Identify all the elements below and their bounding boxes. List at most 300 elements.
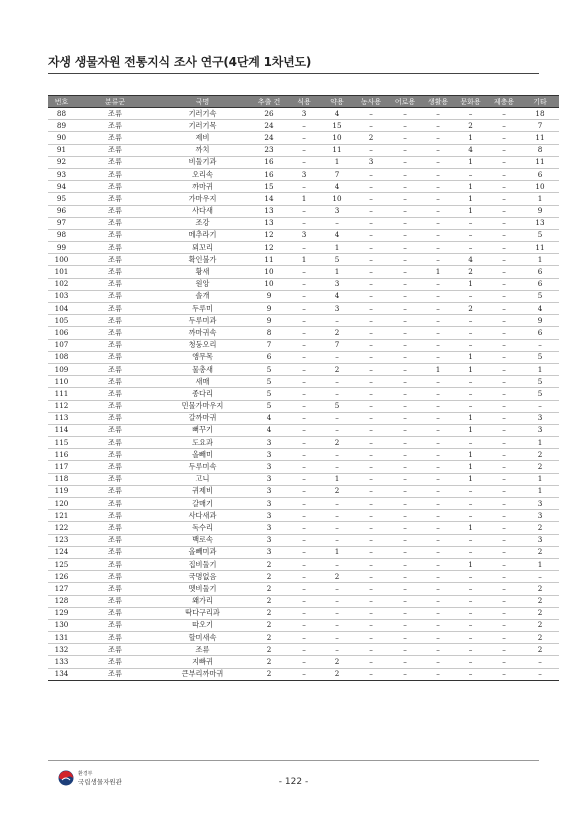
table-cell: – bbox=[454, 583, 487, 595]
table-cell: 1 bbox=[454, 205, 487, 217]
table-cell: – bbox=[422, 351, 454, 363]
table-cell: 사다새 bbox=[155, 205, 250, 217]
table-cell: 1 bbox=[521, 193, 559, 205]
table-cell: – bbox=[487, 437, 521, 449]
table-cell: 1 bbox=[454, 156, 487, 168]
table-cell: – bbox=[388, 363, 422, 375]
table-cell: 8 bbox=[250, 327, 288, 339]
table-cell: 5 bbox=[521, 229, 559, 241]
table-cell: – bbox=[422, 522, 454, 534]
table-cell: – bbox=[487, 156, 521, 168]
table-cell: – bbox=[422, 412, 454, 424]
table-cell: – bbox=[320, 632, 354, 644]
table-cell: 1 bbox=[521, 558, 559, 570]
table-cell: 조류 bbox=[75, 315, 155, 327]
column-header: 식용 bbox=[288, 96, 320, 108]
table-cell: 5 bbox=[250, 400, 288, 412]
table-cell: – bbox=[422, 595, 454, 607]
table-row bbox=[48, 315, 559, 327]
table-cell: 16 bbox=[250, 168, 288, 180]
table-cell: – bbox=[487, 108, 521, 120]
table-cell: – bbox=[288, 546, 320, 558]
table-cell: 2 bbox=[250, 632, 288, 644]
table-cell: 2 bbox=[521, 461, 559, 473]
table-cell: 1 bbox=[521, 485, 559, 497]
table-cell: – bbox=[288, 339, 320, 351]
table-cell: – bbox=[454, 108, 487, 120]
table-cell: – bbox=[320, 522, 354, 534]
table-cell: – bbox=[388, 339, 422, 351]
table-cell: – bbox=[388, 558, 422, 570]
table-cell: 조류 bbox=[75, 144, 155, 156]
table-cell: – bbox=[422, 315, 454, 327]
table-cell: – bbox=[422, 229, 454, 241]
table-row bbox=[48, 290, 559, 302]
table-cell: 12 bbox=[250, 242, 288, 254]
table-cell: – bbox=[288, 632, 320, 644]
table-cell: 비둘기과 bbox=[155, 156, 250, 168]
table-cell: – bbox=[487, 668, 521, 680]
table-cell: 12 bbox=[250, 229, 288, 241]
table-cell: 조류 bbox=[75, 108, 155, 120]
table-cell: – bbox=[487, 461, 521, 473]
table-cell: 6 bbox=[521, 266, 559, 278]
table-cell: 1 bbox=[422, 266, 454, 278]
table-cell: – bbox=[487, 254, 521, 266]
table-cell: – bbox=[354, 424, 388, 436]
table-cell: – bbox=[288, 315, 320, 327]
table-row bbox=[48, 449, 559, 461]
table-cell: 조류 bbox=[75, 132, 155, 144]
table-cell: 4 bbox=[320, 229, 354, 241]
table-cell: – bbox=[354, 327, 388, 339]
table-cell: 조류 bbox=[75, 290, 155, 302]
table-cell: – bbox=[454, 498, 487, 510]
table-cell: – bbox=[288, 656, 320, 668]
table-cell: 3 bbox=[250, 485, 288, 497]
table-cell: 93 bbox=[48, 168, 75, 180]
table-cell: – bbox=[288, 217, 320, 229]
table-cell: – bbox=[320, 376, 354, 388]
table-cell: 2 bbox=[320, 363, 354, 375]
table-cell: – bbox=[354, 217, 388, 229]
table-cell: – bbox=[288, 205, 320, 217]
table-cell: – bbox=[288, 558, 320, 570]
table-cell: – bbox=[422, 242, 454, 254]
table-cell: 2 bbox=[250, 668, 288, 680]
table-cell: 5 bbox=[320, 400, 354, 412]
table-cell: – bbox=[521, 339, 559, 351]
table-row bbox=[48, 619, 559, 631]
table-cell: – bbox=[288, 181, 320, 193]
table-cell: 118 bbox=[48, 473, 75, 485]
table-cell: – bbox=[320, 217, 354, 229]
table-cell: 황새 bbox=[155, 266, 250, 278]
table-cell: – bbox=[422, 168, 454, 180]
table-cell: 3 bbox=[250, 498, 288, 510]
table-cell: – bbox=[487, 424, 521, 436]
table-cell: – bbox=[388, 400, 422, 412]
table-cell: – bbox=[354, 254, 388, 266]
page-number: - 122 - bbox=[278, 777, 309, 787]
table-cell: 백로속 bbox=[155, 534, 250, 546]
table-cell: 2 bbox=[521, 632, 559, 644]
table-cell: 따오기 bbox=[155, 619, 250, 631]
table-cell: – bbox=[487, 351, 521, 363]
table-cell: 올빼미과 bbox=[155, 546, 250, 558]
table-cell: – bbox=[454, 607, 487, 619]
table-cell: – bbox=[454, 656, 487, 668]
data-table bbox=[48, 95, 559, 681]
table-cell: 1 bbox=[320, 266, 354, 278]
table-cell: 115 bbox=[48, 437, 75, 449]
table-cell: 7 bbox=[521, 120, 559, 132]
table-row bbox=[48, 668, 559, 680]
table-cell: 2 bbox=[521, 449, 559, 461]
table-cell: 129 bbox=[48, 607, 75, 619]
table-cell: 114 bbox=[48, 424, 75, 436]
table-cell: 2 bbox=[250, 656, 288, 668]
table-cell: 13 bbox=[250, 217, 288, 229]
table-cell: 조류 bbox=[75, 168, 155, 180]
table-cell: – bbox=[422, 278, 454, 290]
table-cell: 10 bbox=[521, 181, 559, 193]
table-cell: – bbox=[487, 546, 521, 558]
table-cell: – bbox=[487, 181, 521, 193]
table-cell: – bbox=[422, 132, 454, 144]
table-row bbox=[48, 583, 559, 595]
table-cell: – bbox=[454, 595, 487, 607]
table-cell: 3 bbox=[250, 534, 288, 546]
table-row bbox=[48, 534, 559, 546]
table-cell: – bbox=[454, 290, 487, 302]
table-cell: 2 bbox=[354, 132, 388, 144]
table-row bbox=[48, 473, 559, 485]
table-cell: – bbox=[354, 144, 388, 156]
table-cell: 조류 bbox=[75, 254, 155, 266]
column-header: 어로용 bbox=[388, 96, 422, 108]
table-row bbox=[48, 388, 559, 400]
table-cell: 2 bbox=[454, 303, 487, 315]
table-cell: – bbox=[422, 156, 454, 168]
table-cell: – bbox=[422, 217, 454, 229]
table-cell: – bbox=[487, 303, 521, 315]
table-cell: – bbox=[422, 632, 454, 644]
table-cell: – bbox=[454, 339, 487, 351]
table-cell: – bbox=[487, 400, 521, 412]
table-cell: – bbox=[354, 315, 388, 327]
table-cell: 조류 bbox=[75, 437, 155, 449]
table-cell: 까마귀 bbox=[155, 181, 250, 193]
table-cell: – bbox=[354, 120, 388, 132]
table-cell: 107 bbox=[48, 339, 75, 351]
table-cell: – bbox=[354, 376, 388, 388]
table-cell: – bbox=[354, 351, 388, 363]
table-cell: 99 bbox=[48, 242, 75, 254]
table-row bbox=[48, 254, 559, 266]
table-cell: 1 bbox=[521, 254, 559, 266]
table-cell: 5 bbox=[521, 351, 559, 363]
table-cell: – bbox=[454, 534, 487, 546]
table-cell: 109 bbox=[48, 363, 75, 375]
table-cell: – bbox=[354, 485, 388, 497]
table-cell: – bbox=[354, 583, 388, 595]
table-cell: – bbox=[288, 363, 320, 375]
table-cell: – bbox=[388, 388, 422, 400]
table-cell: – bbox=[288, 485, 320, 497]
table-cell: – bbox=[354, 522, 388, 534]
table-cell: 조류 bbox=[75, 534, 155, 546]
table-cell: – bbox=[388, 510, 422, 522]
table-cell: – bbox=[320, 607, 354, 619]
table-cell: – bbox=[288, 534, 320, 546]
table-cell: – bbox=[320, 388, 354, 400]
table-cell: 100 bbox=[48, 254, 75, 266]
table-cell: – bbox=[422, 473, 454, 485]
table-cell: – bbox=[487, 498, 521, 510]
table-cell: 11 bbox=[521, 132, 559, 144]
table-cell: 133 bbox=[48, 656, 75, 668]
table-cell: 조류 bbox=[75, 156, 155, 168]
table-row bbox=[48, 522, 559, 534]
column-header: 분류군 bbox=[75, 96, 155, 108]
table-cell: 124 bbox=[48, 546, 75, 558]
table-cell: 조류 bbox=[75, 229, 155, 241]
table-cell: – bbox=[388, 534, 422, 546]
table-cell: – bbox=[487, 376, 521, 388]
table-cell: 10 bbox=[250, 266, 288, 278]
column-header: 추출 건 bbox=[250, 96, 288, 108]
table-row bbox=[48, 498, 559, 510]
table-cell: 2 bbox=[250, 558, 288, 570]
table-cell: – bbox=[422, 668, 454, 680]
table-cell: – bbox=[422, 388, 454, 400]
table-cell: 조류 bbox=[75, 449, 155, 461]
table-cell: – bbox=[521, 571, 559, 583]
table-cell: 2 bbox=[454, 120, 487, 132]
table-cell: 새매 bbox=[155, 376, 250, 388]
table-cell: – bbox=[388, 461, 422, 473]
table-cell: – bbox=[454, 327, 487, 339]
table-cell: – bbox=[487, 278, 521, 290]
table-cell: – bbox=[288, 400, 320, 412]
table-cell: 독수리 bbox=[155, 522, 250, 534]
table-cell: – bbox=[454, 510, 487, 522]
table-cell: 101 bbox=[48, 266, 75, 278]
table-cell: – bbox=[487, 571, 521, 583]
table-cell: 1 bbox=[454, 351, 487, 363]
table-cell: 3 bbox=[354, 156, 388, 168]
table-cell: – bbox=[422, 376, 454, 388]
table-cell: – bbox=[354, 473, 388, 485]
table-cell: 종다리 bbox=[155, 388, 250, 400]
table-cell: 102 bbox=[48, 278, 75, 290]
table-cell: – bbox=[388, 632, 422, 644]
table-cell: 3 bbox=[250, 473, 288, 485]
table-cell: 2 bbox=[250, 619, 288, 631]
table-cell: 1 bbox=[454, 424, 487, 436]
table-cell: 2 bbox=[521, 522, 559, 534]
table-cell: – bbox=[288, 461, 320, 473]
table-cell: 갈매기 bbox=[155, 498, 250, 510]
table-cell: – bbox=[422, 181, 454, 193]
table-cell: – bbox=[354, 388, 388, 400]
table-cell: 지빠귀 bbox=[155, 656, 250, 668]
table-row bbox=[48, 437, 559, 449]
table-cell: 6 bbox=[250, 351, 288, 363]
table-row bbox=[48, 303, 559, 315]
table-cell: 두루미속 bbox=[155, 461, 250, 473]
table-cell: 1 bbox=[454, 412, 487, 424]
table-cell: – bbox=[422, 534, 454, 546]
table-cell: 두루미 bbox=[155, 303, 250, 315]
table-cell: – bbox=[320, 315, 354, 327]
table-row bbox=[48, 485, 559, 497]
table-cell: – bbox=[422, 449, 454, 461]
table-cell: 조류 bbox=[75, 522, 155, 534]
table-cell: 2 bbox=[521, 546, 559, 558]
table-cell: – bbox=[320, 412, 354, 424]
table-cell: 조류 bbox=[75, 619, 155, 631]
table-cell: 4 bbox=[320, 290, 354, 302]
table-row bbox=[48, 632, 559, 644]
table-cell: 9 bbox=[250, 315, 288, 327]
table-cell: – bbox=[354, 412, 388, 424]
table-cell: 5 bbox=[521, 388, 559, 400]
table-cell: 조류 bbox=[75, 668, 155, 680]
table-cell: 2 bbox=[454, 266, 487, 278]
table-cell: 조류 bbox=[75, 339, 155, 351]
table-cell: – bbox=[320, 424, 354, 436]
table-cell: – bbox=[288, 144, 320, 156]
table-cell: – bbox=[354, 205, 388, 217]
table-cell: 4 bbox=[521, 303, 559, 315]
table-cell: 귀제비 bbox=[155, 485, 250, 497]
table-cell: 14 bbox=[250, 193, 288, 205]
table-row bbox=[48, 108, 559, 120]
table-cell: – bbox=[388, 181, 422, 193]
table-cell: – bbox=[288, 498, 320, 510]
table-cell: 1 bbox=[320, 473, 354, 485]
table-cell: 조류 bbox=[75, 558, 155, 570]
table-cell: – bbox=[354, 534, 388, 546]
table-cell: 왜가리 bbox=[155, 595, 250, 607]
table-cell: 127 bbox=[48, 583, 75, 595]
table-cell: 4 bbox=[320, 181, 354, 193]
table-cell: 조류 bbox=[75, 327, 155, 339]
table-cell: – bbox=[320, 449, 354, 461]
table-cell: 89 bbox=[48, 120, 75, 132]
table-cell: – bbox=[454, 400, 487, 412]
table-cell: – bbox=[288, 449, 320, 461]
table-cell: 2 bbox=[320, 571, 354, 583]
table-cell: – bbox=[354, 632, 388, 644]
table-cell: 국명없음 bbox=[155, 571, 250, 583]
table-cell: 9 bbox=[521, 205, 559, 217]
table-cell: 3 bbox=[521, 510, 559, 522]
table-cell: 2 bbox=[320, 668, 354, 680]
table-cell: 88 bbox=[48, 108, 75, 120]
table-cell: – bbox=[354, 181, 388, 193]
table-cell: – bbox=[422, 485, 454, 497]
table-cell: – bbox=[422, 205, 454, 217]
table-cell: – bbox=[487, 558, 521, 570]
table-cell: 11 bbox=[521, 242, 559, 254]
table-cell: 1 bbox=[320, 156, 354, 168]
table-cell: – bbox=[354, 644, 388, 656]
table-cell: – bbox=[422, 424, 454, 436]
table-cell: – bbox=[388, 522, 422, 534]
table-cell: – bbox=[422, 303, 454, 315]
table-cell: – bbox=[422, 290, 454, 302]
table-cell: 5 bbox=[250, 376, 288, 388]
table-cell: 멧비둘기 bbox=[155, 583, 250, 595]
table-cell: 119 bbox=[48, 485, 75, 497]
table-cell: 3 bbox=[521, 424, 559, 436]
table-row bbox=[48, 132, 559, 144]
table-cell: – bbox=[487, 363, 521, 375]
table-cell: 122 bbox=[48, 522, 75, 534]
table-cell: 90 bbox=[48, 132, 75, 144]
table-cell: – bbox=[454, 437, 487, 449]
table-cell: – bbox=[388, 290, 422, 302]
table-cell: 4 bbox=[320, 108, 354, 120]
table-cell: 조류 bbox=[75, 498, 155, 510]
table-row bbox=[48, 363, 559, 375]
table-cell: – bbox=[288, 473, 320, 485]
table-cell: – bbox=[354, 595, 388, 607]
table-cell: – bbox=[388, 546, 422, 558]
table-cell: 3 bbox=[521, 534, 559, 546]
table-cell: – bbox=[354, 278, 388, 290]
table-cell: – bbox=[354, 400, 388, 412]
table-cell: – bbox=[422, 546, 454, 558]
table-cell: 5 bbox=[521, 376, 559, 388]
table-cell: 조류 bbox=[75, 461, 155, 473]
table-cell: 민물가마우지 bbox=[155, 400, 250, 412]
table-cell: 2 bbox=[320, 656, 354, 668]
table-cell: – bbox=[422, 193, 454, 205]
table-cell: – bbox=[487, 632, 521, 644]
table-cell: 9 bbox=[250, 290, 288, 302]
table-cell: – bbox=[388, 168, 422, 180]
table-cell: – bbox=[422, 108, 454, 120]
table-cell: 4 bbox=[454, 254, 487, 266]
table-cell: – bbox=[354, 510, 388, 522]
table-cell: – bbox=[487, 229, 521, 241]
table-cell: 9 bbox=[250, 303, 288, 315]
table-cell: – bbox=[388, 193, 422, 205]
table-cell: – bbox=[454, 485, 487, 497]
column-header: 국명 bbox=[155, 96, 250, 108]
table-row bbox=[48, 644, 559, 656]
table-cell: 1 bbox=[288, 254, 320, 266]
table-cell: 1 bbox=[454, 558, 487, 570]
table-cell: – bbox=[354, 242, 388, 254]
table-cell: – bbox=[388, 120, 422, 132]
page-title: 자생 생물자원 전통지식 조사 연구(4단계 1차년도) bbox=[48, 55, 312, 69]
table-cell: 조류 bbox=[155, 644, 250, 656]
table-cell: – bbox=[320, 583, 354, 595]
table-cell: – bbox=[388, 485, 422, 497]
table-cell: – bbox=[354, 266, 388, 278]
table-cell: 5 bbox=[320, 254, 354, 266]
table-row bbox=[48, 424, 559, 436]
table-cell: – bbox=[487, 327, 521, 339]
table-cell: 13 bbox=[521, 217, 559, 229]
table-cell: 18 bbox=[521, 108, 559, 120]
table-cell: 26 bbox=[250, 108, 288, 120]
